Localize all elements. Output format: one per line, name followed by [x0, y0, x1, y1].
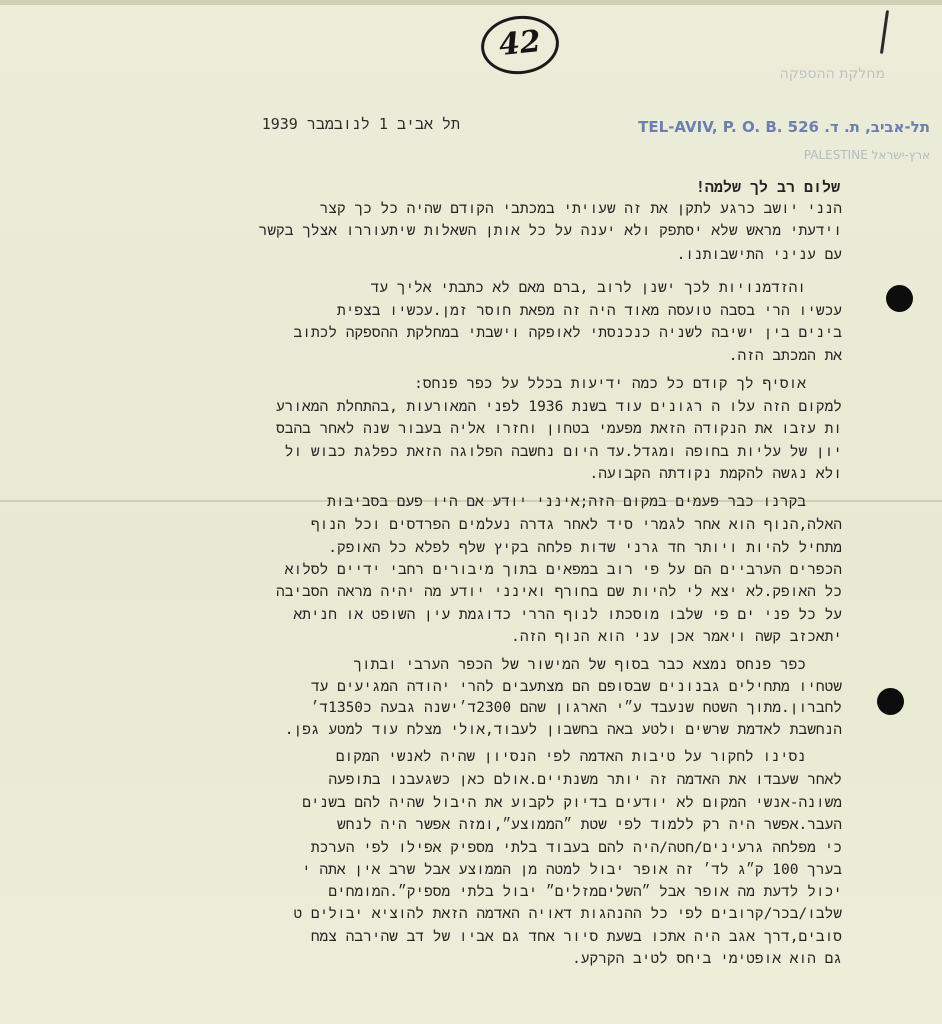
- body-line: גם הוא אופטימי ביחס לטיב הקרקע.: [572, 951, 842, 967]
- page-number-circled: 42: [478, 12, 562, 78]
- page-top-edge: [0, 0, 942, 5]
- date-line: תל אביב 1 לנובמבר 1939: [261, 115, 460, 133]
- body-line: ות עזבו את הנקודה הזאת מפעמי בטחון וחזרו אליה בעבור שנה לאחר בהבס: [276, 421, 842, 437]
- body-line: שטחיו מתחילים גבנונים שבסופם הם מצתעבים להרי יהודה המגיעים עד: [310, 679, 842, 695]
- punch-hole-lower: [877, 688, 904, 715]
- body-line: הנחשבת לאדמת שרשים ולטע באה בחשבון לעבוד,אולי מצלח עוד למטע גפן.: [284, 722, 842, 738]
- body-line: סובים,דרך אגב היה אתכו בשעת סיור אחד גם אביו של דב שהירבה צמח: [310, 929, 842, 945]
- body-line: כפר פנחס נמצא כבר בסוף של המישור של הכפר הערבי ובתוך: [353, 657, 806, 673]
- body-line: נסינו לחקור על טיבות האדמה לפי הנסיון שהיה לאנשי המקום: [335, 749, 806, 765]
- body-line: הכפרים הערביים הם על פי רוב במפאים בתוך מיבורים רחבי ידיים לסלוא: [284, 562, 842, 578]
- body-line: עכשיו הרי בסבה טועסה מאוד היה זה מפאת חוסר זמן.עכשיו בצפית: [337, 303, 842, 319]
- body-line: בקרנו כבר פעמים במקום הזה;אינני יודע אם היו פעם בסביבות: [327, 494, 806, 510]
- body-line: וידעתי מראש שלא יסתפק ולא יענה על כל אותן השאלות שיתעוררו אצלך בקשר: [258, 223, 842, 239]
- letterhead-country: ארץ-ישראל PALESTINE: [803, 148, 930, 162]
- body-line: והזדמנויות לכך ישנן לרוב ,ברם מאם לא כתבתי אליך עד: [370, 280, 806, 296]
- body-line: ולא נגשה להקמת נקודתה הקבועה.: [589, 466, 842, 482]
- body-line: שלבו/בכר/קרובים לפי כל ההנהגות דאויה האדמה הזאת להוציא יבולים ט: [293, 906, 842, 922]
- body-line: לאחר שעבדו את האדמה זה יותר משנתיים.אולם כאן כשגעבנו בתופעה: [328, 772, 842, 788]
- body-line: יכול לדעת מה אופר אבל ״השליםמזלים״ יבול בלתי מספיק״.המומחים: [328, 884, 842, 900]
- punch-hole-upper: [886, 285, 913, 312]
- body-line: העבר.אפשר היה רק ללמוד לפי שטת ״הממוצע״,ומזה אפשר היה לנחש: [337, 817, 842, 833]
- greeting-line: שלום רב לך שלמה!: [695, 178, 840, 196]
- body-line: מתחיל להיות ויותר חד גרני שדות פלחה בקיץ שלף לפלא כל האופק.: [328, 540, 842, 556]
- body-line: יתאכזב קשה ויאמר אכן עני הוא הנוף הזה.: [511, 629, 842, 645]
- organization-stamp: מחלקת ההספקה: [779, 66, 885, 82]
- body-line: עם עניני התישבותנו.: [676, 247, 842, 263]
- body-line: על כל פני ים פי שלבו מוסכתו לנוף הררי כדוגמת עין השופט או חניתא: [293, 607, 842, 623]
- body-line: למקום הזה עלו ה רגונים עוד בשנת 1936 לפני המאורעות ,בהתחלת המאורע: [275, 399, 842, 415]
- body-line: לחברון.מתוך השטח שנעבד ע״י הארגון שהם 2300ד׳ישנה גבעה כ1350ד׳: [310, 700, 842, 716]
- body-line: אוסיף לך קודם כל כמה ידיעות בכלל על כפר פנחס:: [414, 376, 806, 392]
- ink-tick-mark: [880, 10, 889, 54]
- body-line: יון של עליות בחופה ומגדל.עד היום נחשבה הפלוגה הזאת כפלגת כבוש ול: [284, 444, 842, 460]
- body-line: האלה,הנוף הוא אחר לגמרי סיד לאחר גדרה נעלמים הפרדסים וכל הנוף: [310, 517, 842, 533]
- body-line: הנני יושב כרגע לתקן את זה שעויתי במכתבי הקודם שהיה כל כך קצר: [319, 201, 842, 217]
- body-line: בערך 100 ק״ג לד׳ זה אופר יבול למטה מן הממוצע אבל שרב אין אתה י: [302, 862, 842, 878]
- body-line: כל האופק.לא יצא לי להיות שם בחורף ואינני יודע מה יהיה מראה הסביבה: [276, 584, 842, 600]
- body-line: כי מפלחה גרעינים/חטה/היה להם בעבוד בלתי מספיק אפילו לפי הערכת: [310, 840, 842, 856]
- letterhead-address: תל-אביב, ת. ד. TEL-AVIV, P. O. B. 526: [638, 118, 930, 136]
- body-line: את המכתב הזה.: [728, 348, 842, 364]
- body-line: בינים בין ישיבה לשניה כנכנסתי לאופקה וישבתי במחלקת ההספקה לכתוב: [293, 325, 842, 341]
- body-line: משונה-אנשי המקום לא יודעים בדיוק לקבוע את היבול שהיה להם בשנים: [302, 795, 842, 811]
